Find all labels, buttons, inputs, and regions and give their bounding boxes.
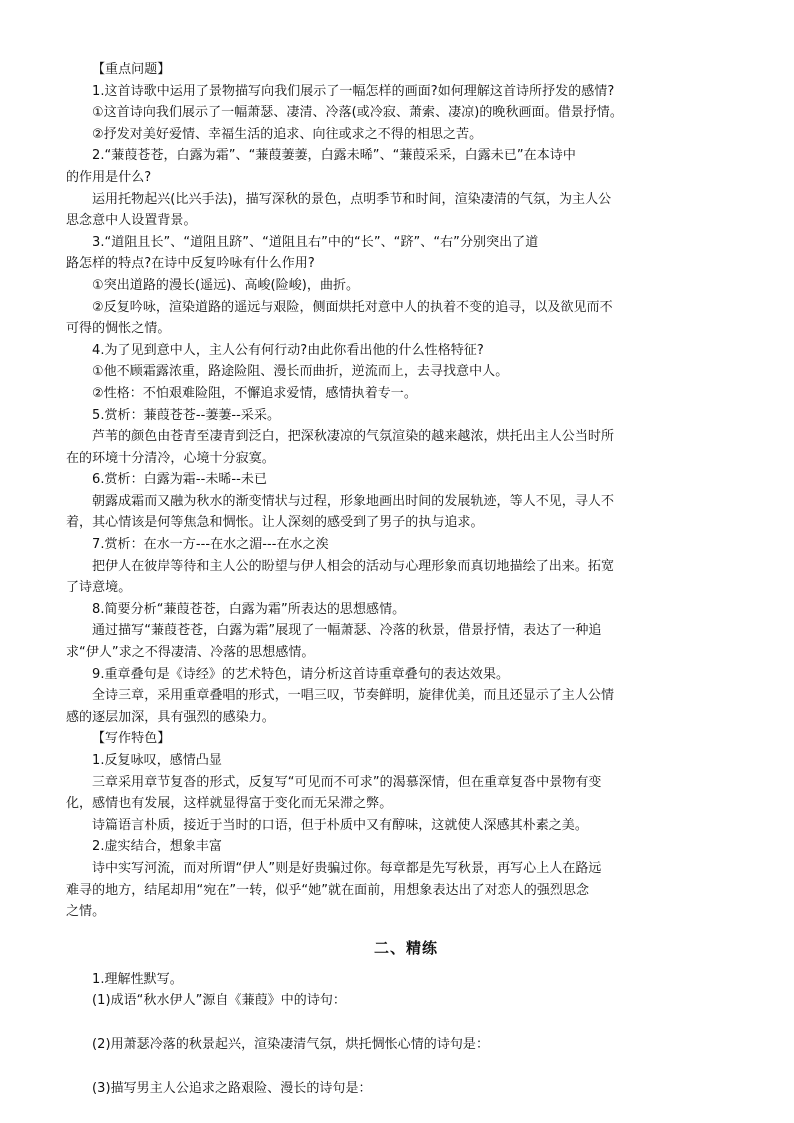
paragraph-line: 可得的惆怅之情。 (66, 321, 171, 337)
paragraph-line: 之情。 (66, 904, 106, 920)
writing-features-body (66, 750, 746, 923)
paragraph-line: 运用托物起兴(比兴手法)，描写深秋的景色，点明季节和时间，渲染凄清的气氛，为主人公 (92, 191, 612, 207)
practice-item: (1)成语“秋水伊人”源自《蒹葭》中的诗句： (92, 993, 346, 1009)
key-questions-body (66, 81, 746, 729)
section-heading-key-questions: 【重点问题】 (92, 62, 171, 77)
section-heading-practice: 二、精练 (373, 938, 438, 957)
paragraph-line: 全诗三章，采用重章叠唱的形式，一唱三叹，节奏鲜明，旋律优美，而且还显示了主人公情 (92, 688, 615, 704)
paragraph-line: 芦苇的颜色由苍青至凄青到泛白，把深秋凄凉的气氛渲染的越来越浓，烘托出主人公当时所 (92, 429, 615, 445)
paragraph-line: 三章采用章节复沓的形式，反复写“可见而不可求”的渴慕深情，但在重章复沓中景物有变 (92, 774, 602, 790)
paragraph-line: 路怎样的特点?在诗中反复吟咏有什么作用? (66, 256, 315, 272)
paragraph-line: 思念意中人设置背景。 (66, 213, 197, 229)
paragraph-line: ①这首诗向我们展示了一幅萧瑟、凄清、冷落(或冷寂、萧索、凄凉)的晚秋画面。借景抒情。 (92, 105, 623, 121)
paragraph-line: 9.重章叠句是《诗经》的艺术特色，请分析这首诗重章叠句的表达效果。 (92, 666, 510, 682)
paragraph-line: 3.“道阻且长”、“道阻且跻”、“道阻且右”中的“长”、“跻”、“右”分别突出了道 (92, 234, 539, 250)
paragraph-line: 5.赏析：蒹葭苍苍--萋萋--采采。 (92, 407, 281, 423)
paragraph-line: 着，其心情该是何等焦急和惆怅。让人深刻的感受到了男子的执与追求。 (66, 515, 484, 531)
paragraph-line: 的作用是什么? (66, 169, 152, 185)
practice-item: 1.理解性默写。 (92, 971, 183, 987)
practice-item: (3)描写男主人公追求之路艰险、漫长的诗句是： (92, 1080, 372, 1096)
paragraph-line: 7.赏析：在水一方---在水之湄---在水之涘 (92, 537, 329, 553)
section-heading-writing-features: 【写作特色】 (92, 731, 171, 747)
paragraph-line: ②性格：不怕艰难险阻，不懈追求爱情，感情执着专一。 (92, 385, 417, 401)
paragraph-line: 难寻的地方，结尾却用“宛在”一转，似乎“她”就在面前，用想象表达出了对恋人的强烈思念 (66, 882, 590, 898)
paragraph-line: 6.赏析：白露为霜--未晞--未已 (92, 472, 268, 488)
answer-blank[interactable] (66, 1056, 746, 1078)
paragraph-line: 1.反复咏叹，感情凸显 (92, 753, 222, 768)
paragraph-line: ②抒发对美好爱情、幸福生活的追求、向往或求之不得的相思之苦。 (92, 126, 483, 142)
paragraph-line: 化，感情也有发展，这样就显得富于变化而无呆滞之弊。 (66, 796, 393, 812)
paragraph-line: 2.虚实结合，想象丰富 (92, 839, 222, 855)
paragraph-line: 诗中实写河流，而对所谓“伊人”则是好贵骗过你。每章都是先写秋景，再写心上人在路远 (92, 860, 602, 876)
answer-blank[interactable] (66, 1012, 746, 1034)
paragraph-line: 1.这首诗歌中运用了景物描写向我们展示了一幅怎样的画面?如何理解这首诗所抒发的感情? (92, 83, 615, 99)
document-body (66, 59, 746, 1099)
practice-item: (2)用萧瑟冷落的秋景起兴，渲染凄清气氛，烘托惆怅心情的诗句是： (92, 1036, 490, 1052)
paragraph-line: 朝露成霜而又融为秋水的渐变情状与过程，形象地画出时间的发展轨迹，等人不见，寻人不 (92, 493, 615, 509)
paragraph-line: 8.简要分析“蒹葭苍苍，白露为霜”所表达的思想感情。 (92, 601, 406, 617)
paragraph-line: 求“伊人”求之不得凄清、冷落的思想感情。 (66, 645, 315, 661)
paragraph-line: 诗篇语言朴质，接近于当时的口语，但于朴质中又有醇味，这就使人深感其朴素之美。 (92, 817, 588, 833)
paragraph-line: 通过描写“蒹葭苍苍，白露为霜”展现了一幅萧瑟、冷落的秋景，借景抒情，表达了一种追 (92, 623, 602, 639)
paragraph-line: 在的环境十分清冷，心境十分寂寞。 (66, 450, 275, 466)
paragraph-line: 4.为了见到意中人，主人公有何行动?由此你看出他的什么性格特征? (92, 342, 484, 358)
paragraph-line: ①突出道路的漫长(遥远)、高峻(险峻)，曲折。 (92, 277, 360, 293)
paragraph-line: 2.“蒹葭苍苍，白露为霜”、“蒹葭萋萋，白露未晞”、“蒹葭采采，白露未已”在本诗中 (92, 148, 576, 164)
paragraph-line: 了诗意境。 (66, 580, 132, 596)
paragraph-line: 感的逐层加深，具有强烈的感染力。 (66, 709, 275, 725)
paragraph-line: ②反复吟咏，渲染道路的遥远与艰险，侧面烘托对意中人的执着不变的追寻，以及欲见而不 (92, 299, 613, 315)
paragraph-line: 把伊人在彼岸等待和主人公的盼望与伊人相会的活动与心理形象而真切地描绘了出来。拓宽 (92, 558, 615, 574)
paragraph-line: ①他不顾霜露浓重，路途险阻、漫长而曲折，逆流而上，去寻找意中人。 (92, 364, 509, 380)
